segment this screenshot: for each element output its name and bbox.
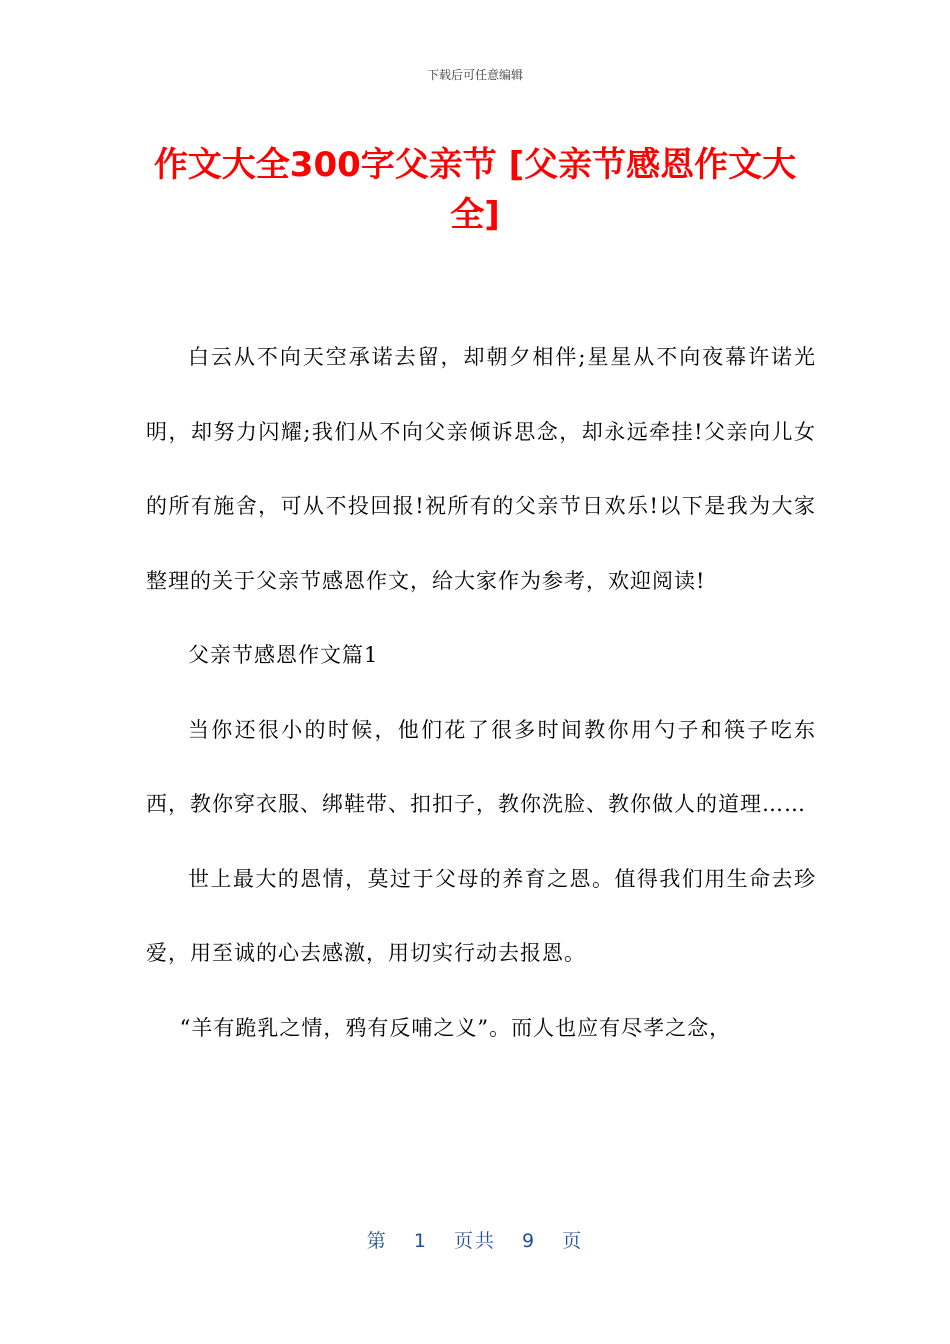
page-label-prefix: 第 (366, 1230, 388, 1252)
page-current: 1 (413, 1230, 428, 1252)
page-label-middle: 页共 (453, 1230, 496, 1252)
paragraph: 世上最大的恩情，莫过于父母的养育之恩。值得我们用生命去珍爱，用至诚的心去感激，用切实行动去报恩。 (146, 866, 816, 965)
document-title: 作文大全300字父亲节 [父亲节感恩作文大全] (153, 145, 797, 235)
paragraph: “羊有跪乳之情，鸦有反哺之义”。而人也应有尽孝之念， (179, 1015, 732, 1040)
page-total: 9 (522, 1230, 537, 1252)
section-heading: 父亲节感恩作文篇1 (188, 643, 379, 667)
document-body (146, 320, 816, 1065)
paragraph-intro: 白云从不向天空承诺去留，却朝夕相伴;星星从不向夜幕许诺光明，却努力闪耀;我们从不向父亲倾诉思念，却永远牵挂!父亲向儿女的所有施舍，可从不投回报!祝所有的父亲节日欢乐!以下是我为大家整理的关于父亲节感恩作文，给大家作为参考，欢迎阅读! (146, 345, 816, 593)
page-label-suffix: 页 (562, 1230, 584, 1252)
header-note: 下载后可任意编辑 (426, 68, 523, 82)
page-number-footer (0, 1226, 950, 1253)
paragraph: 当你还很小的时候，他们花了很多时间教你用勺子和筷子吃东西，教你穿衣服、绑鞋带、扣扣子，教你洗脸、教你做人的道理…… (146, 717, 816, 816)
